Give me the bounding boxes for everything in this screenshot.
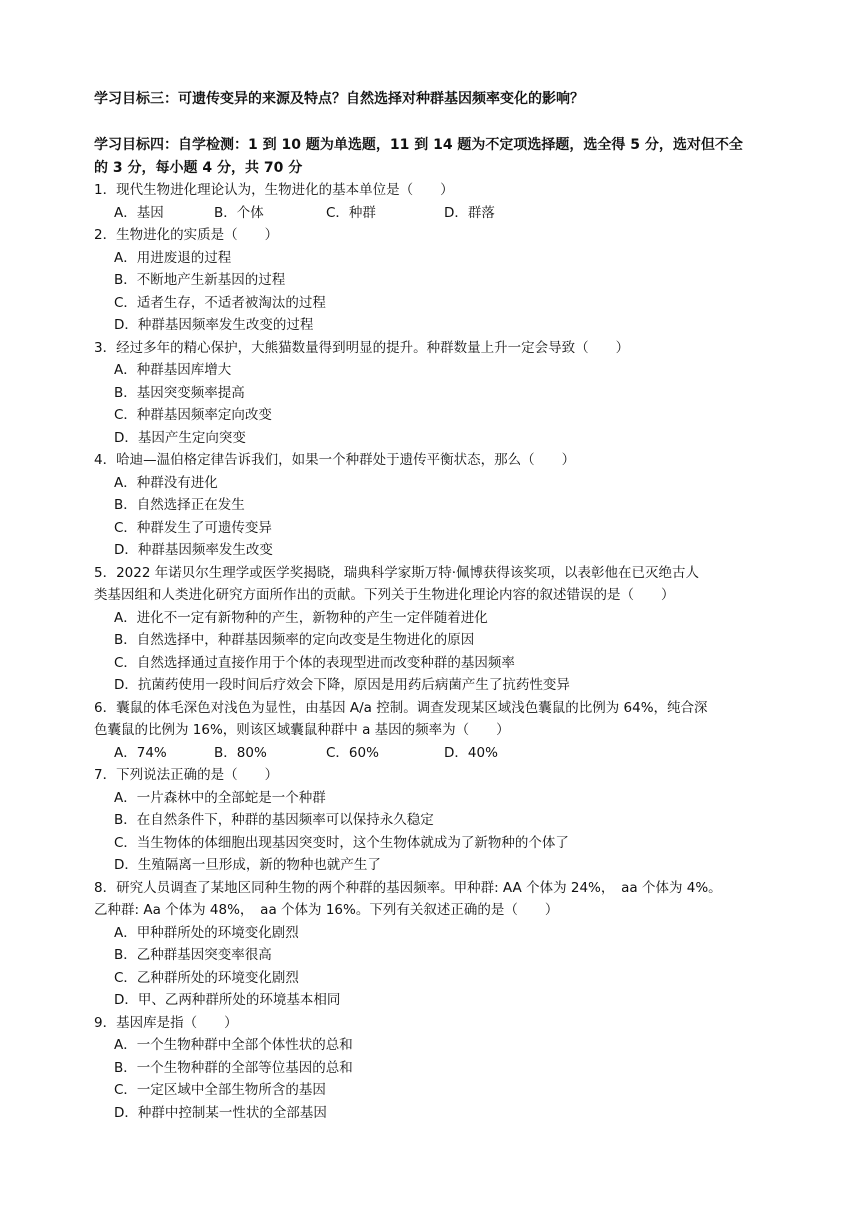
q3-option-b: B．基因突变频率提高 bbox=[114, 384, 245, 401]
q7-option-c: C．当生物体的体细胞出现基因突变时，这个生物体就成为了新物种的个体了 bbox=[114, 834, 569, 851]
q9-option-a: A．一个生物种群中全部个体性状的总和 bbox=[114, 1037, 353, 1053]
q3-option-d: D．基因产生定向突变 bbox=[114, 429, 246, 446]
q9-option-b: B．一个生物种群的全部等位基因的总和 bbox=[114, 1059, 353, 1076]
question-7-stem: 7．下列说法正确的是（ ） bbox=[94, 767, 279, 783]
q1-option-d: D．群落 bbox=[444, 204, 495, 221]
q1-option-c: C．种群 bbox=[326, 204, 376, 221]
q1-option-a: A．基因 bbox=[114, 204, 164, 221]
q3-option-a: A．种群基因库增大 bbox=[114, 362, 232, 378]
q6-option-c: C．60% bbox=[326, 744, 379, 761]
q5-option-c: C．自然选择通过直接作用于个体的表现型进而改变种群的基因频率 bbox=[114, 654, 515, 671]
q8-option-d: D．甲、乙两种群所处的环境基本相同 bbox=[114, 992, 341, 1008]
q4-option-d: D．种群基因频率发生改变 bbox=[114, 542, 273, 558]
question-5-stem: 5．2022 年诺贝尔生理学或医学奖揭晓，瑞典科学家斯万特·佩博获得该奖项，以表彰他在已灭绝古人 bbox=[94, 564, 700, 581]
learning-goal-4-heading-cont: 的 3 分，每小题 4 分，共 70 分 bbox=[94, 159, 303, 176]
question-1-options bbox=[114, 202, 774, 225]
q6-option-d: D．40% bbox=[444, 744, 498, 761]
q2-option-c: C．适者生存，不适者被淘汰的过程 bbox=[114, 294, 326, 311]
q8-option-a: A．甲种群所处的环境变化剧烈 bbox=[114, 924, 299, 941]
q6-option-a: A．74% bbox=[114, 744, 167, 761]
q2-option-d: D．种群基因频率发生改变的过程 bbox=[114, 317, 314, 333]
question-6-stem: 6．囊鼠的体毛深色对浅色为显性，由基因 A/a 控制。调查发现某区域浅色囊鼠的比例为 64%，纯合深 bbox=[94, 699, 708, 716]
spacer bbox=[94, 110, 774, 134]
q3-option-c: C．种群基因频率定向改变 bbox=[114, 407, 272, 423]
q9-option-d: D．种群中控制某一性状的全部基因 bbox=[114, 1104, 327, 1121]
q5-option-d: D．抗菌药使用一段时间后疗效会下降，原因是用药后病菌产生了抗药性变异 bbox=[114, 677, 570, 693]
question-9-stem: 9．基因库是指（ ） bbox=[94, 1014, 238, 1031]
q2-option-b: B．不断地产生新基因的过程 bbox=[114, 272, 286, 288]
q6-option-b: B．80% bbox=[214, 744, 267, 761]
q7-option-b: B．在自然条件下，种群的基因频率可以保持永久稳定 bbox=[114, 812, 434, 828]
q8-option-b: B．乙种群基因突变率很高 bbox=[114, 947, 272, 963]
question-1-stem: 1．现代生物进化理论认为，生物进化的基本单位是（ ） bbox=[94, 182, 454, 198]
question-6-options bbox=[114, 742, 774, 765]
q4-option-a: A．种群没有进化 bbox=[114, 474, 218, 491]
q9-option-c: C．一定区域中全部生物所含的基因 bbox=[114, 1082, 326, 1098]
document-page bbox=[94, 88, 774, 1124]
question-2-stem: 2．生物进化的实质是（ ） bbox=[94, 227, 279, 243]
q4-option-c: C．种群发生了可遗传变异 bbox=[114, 519, 272, 536]
question-4-stem: 4．哈迪—温伯格定律告诉我们，如果一个种群处于遗传平衡状态，那么（ ） bbox=[94, 452, 576, 468]
question-8-stem-cont: 乙种群: Aa 个体为 48%， aa 个体为 16%。下列有关叙述正确的是（ ） bbox=[94, 902, 559, 918]
question-8-stem: 8．研究人员调查了某地区同种生物的两个种群的基因频率。甲种群: AA 个体为 24%， aa 个体为 4%。 bbox=[94, 879, 722, 896]
question-6-stem-cont: 色囊鼠的比例为 16%，则该区域囊鼠种群中 a 基因的频率为（ ） bbox=[94, 722, 510, 738]
question-3-stem: 3．经过多年的精心保护，大熊猫数量得到明显的提升。种群数量上升一定会导致（ ） bbox=[94, 339, 630, 356]
q2-option-a: A．用进废退的过程 bbox=[114, 249, 232, 266]
q5-option-b: B．自然选择中，种群基因频率的定向改变是生物进化的原因 bbox=[114, 632, 475, 648]
q7-option-a: A．一片森林中的全部蛇是一个种群 bbox=[114, 789, 326, 806]
q7-option-d: D．生殖隔离一旦形成，新的物种也就产生了 bbox=[114, 857, 381, 873]
learning-goal-4-heading: 学习目标四：自学检测：1 到 10 题为单选题，11 到 14 题为不定项选择题，选全得 5 分，选对但不全 bbox=[94, 137, 743, 153]
q4-option-b: B．自然选择正在发生 bbox=[114, 497, 245, 513]
q1-option-b: B．个体 bbox=[214, 204, 264, 221]
q8-option-c: C．乙种群所处的环境变化剧烈 bbox=[114, 969, 299, 986]
learning-goal-3-heading: 学习目标三：可遗传变异的来源及特点？自然选择对种群基因频率变化的影响？ bbox=[94, 91, 584, 107]
question-5-stem-cont: 类基因组和人类进化研究方面所作出的贡献。下列关于生物进化理论内容的叙述错误的是（ ） bbox=[94, 587, 675, 603]
q5-option-a: A．进化不一定有新物种的产生，新物种的产生一定伴随着进化 bbox=[114, 609, 488, 626]
